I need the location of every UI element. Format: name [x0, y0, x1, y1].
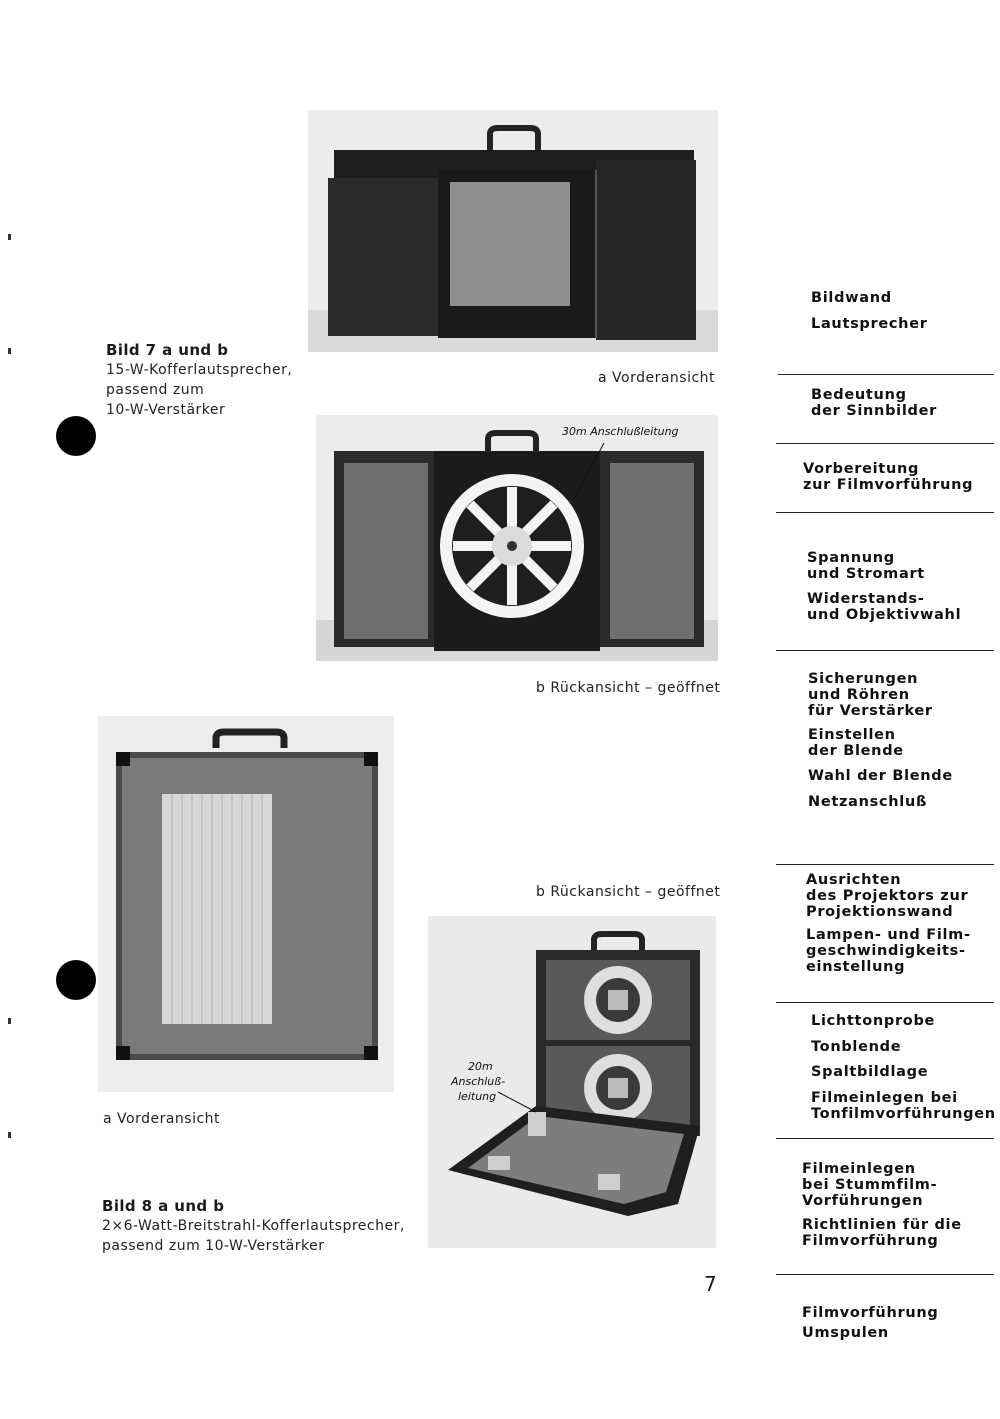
index-filmeinlegen-stumm[interactable] [802, 1161, 937, 1209]
fig7-annotation: 30m Anschlußleitung [562, 425, 679, 438]
index-line: Umspulen [802, 1325, 889, 1341]
index-line: Filmeinlegen [802, 1161, 916, 1177]
page-number: 7 [704, 1272, 717, 1296]
index-divider-5 [776, 864, 994, 865]
index-divider-4 [776, 650, 994, 651]
fig7-title: Bild 7 a und b [106, 341, 229, 359]
index-lichttonprobe[interactable]: Lichttonprobe [811, 1013, 936, 1029]
index-spannung-stromart[interactable] [807, 550, 925, 582]
index-line: Ausrichten [806, 872, 902, 888]
margin-mark [8, 348, 11, 354]
index-line: und Objektivwahl [807, 607, 962, 623]
fig8-annotation-line3: leitung [458, 1090, 497, 1103]
fig8-annotation-line1: 20m [468, 1060, 493, 1073]
index-divider-7 [776, 1138, 994, 1139]
margin-mark [8, 1132, 11, 1138]
index-line: Sicherungen [808, 671, 919, 687]
index-ausrichten[interactable] [806, 872, 968, 920]
index-line: Widerstands- [807, 591, 925, 607]
index-line: Vorführungen [802, 1193, 924, 1209]
index-line: geschwindigkeits- [806, 943, 966, 959]
fig7a-caption: a Vorderansicht [598, 370, 716, 386]
index-line: der Sinnbilder [811, 403, 937, 419]
index-line: Filmeinlegen bei [811, 1090, 958, 1106]
index-divider-6 [776, 1002, 994, 1003]
index-sicherungen[interactable] [808, 671, 933, 719]
index-netzanschluss[interactable]: Netzanschluß [808, 794, 928, 810]
index-line: des Projektors zur [806, 888, 969, 904]
margin-mark [8, 234, 11, 240]
fig7-desc-line3: 10-W-Verstärker [106, 402, 226, 418]
fig8a-caption: a Vorderansicht [103, 1111, 221, 1127]
photo-fig7a-front [308, 110, 718, 352]
index-line: Filmvorführung [802, 1305, 939, 1321]
punch-hole-top [56, 416, 96, 456]
photo-fig7b-rear-open [316, 415, 718, 661]
index-lautsprecher[interactable]: Lautsprecher [811, 316, 928, 332]
index-divider-2 [776, 443, 994, 444]
index-tonblende[interactable]: Tonblende [811, 1039, 902, 1055]
index-richtlinien[interactable] [802, 1217, 962, 1249]
index-line: Filmvorführung [802, 1233, 939, 1249]
punch-hole-bottom [56, 960, 96, 1000]
index-line: einstellung [806, 959, 906, 975]
index-line: Lampen- und Film- [806, 927, 971, 943]
index-line: zur Filmvorführung [803, 477, 974, 493]
index-widerstandswahl[interactable] [807, 591, 961, 623]
fig7-desc-line1: 15-W-Kofferlautsprecher, [106, 362, 293, 378]
index-divider-3 [776, 512, 994, 513]
index-line: Einstellen [808, 727, 896, 743]
index-filmeinlegen-ton[interactable] [811, 1090, 996, 1122]
index-line: Spannung [807, 550, 895, 566]
index-einstellen-blende[interactable] [808, 727, 904, 759]
index-line: Projektionswand [806, 904, 954, 920]
index-line: und Röhren [808, 687, 910, 703]
index-line: Richtlinien für die [802, 1217, 962, 1233]
index-bedeutung-sinnbilder[interactable] [811, 387, 937, 419]
fig8-desc-line1: 2×6-Watt-Breitstrahl-Kofferlautsprecher, [102, 1218, 405, 1234]
margin-mark [8, 1018, 11, 1024]
index-line: Tonfilmvorführungen [811, 1106, 996, 1122]
index-line: Vorbereitung [803, 461, 920, 477]
fig7b-caption: b Rückansicht – geöffnet [536, 680, 721, 696]
fig8-desc-line2: passend zum 10-W-Verstärker [102, 1238, 325, 1254]
index-divider-8 [776, 1274, 994, 1275]
index-line: für Verstärker [808, 703, 933, 719]
index-wahl-blende[interactable]: Wahl der Blende [808, 768, 953, 784]
index-line: und Stromart [807, 566, 925, 582]
index-filmvorfuehrung[interactable] [802, 1305, 938, 1341]
index-line: bei Stummfilm- [802, 1177, 938, 1193]
photo-fig8a-front [98, 716, 394, 1092]
index-divider-1 [778, 374, 994, 375]
index-line: Bedeutung [811, 387, 907, 403]
index-vorbereitung[interactable] [803, 461, 973, 493]
index-lampen-film[interactable] [806, 927, 971, 975]
index-line: der Blende [808, 743, 904, 759]
index-spaltbildlage[interactable]: Spaltbildlage [811, 1064, 929, 1080]
index-bildwand[interactable]: Bildwand [811, 290, 892, 306]
fig8-annotation-line2: Anschluß- [451, 1075, 506, 1088]
fig8-title: Bild 8 a und b [102, 1197, 225, 1215]
fig7-desc-line2: passend zum [106, 382, 205, 398]
fig8b-caption: b Rückansicht – geöffnet [536, 884, 721, 900]
